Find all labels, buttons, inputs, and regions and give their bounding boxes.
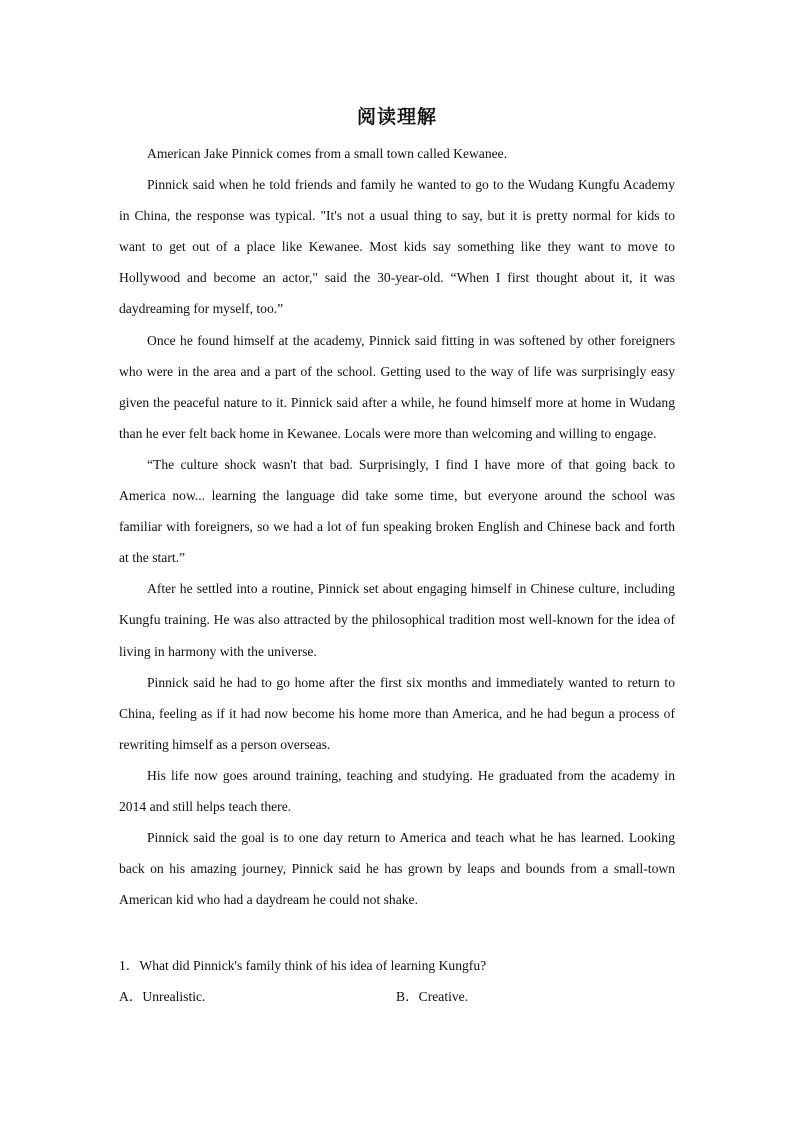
option-b-label: B． <box>396 989 419 1004</box>
paragraph-8: Pinnick said the goal is to one day return to America and teach what he has learned. Looking back on his amazing journey, Pinnick said he has grown by leaps and bounds from a small-town American kid who had a daydream he could not shake. <box>119 830 675 908</box>
question-number: 1． <box>119 958 140 973</box>
paragraph-3: Once he found himself at the academy, Pinnick said fitting in was softened by other foreigners who were in the area and a part of the school. Getting used to the way of life was surprisingly easy given the peaceful nature to it. Pinnick said after a while, he found himself more at home in Wudang than he ever felt back home in Kewanee. Locals were more than welcoming and willing to engage. <box>119 332 675 441</box>
paragraph-6: Pinnick said he had to go home after the first six months and immediately wanted to return to China, feeling as if it had now become his home more than America, and he had begun a process of rewriting himself as a person overseas. <box>119 674 675 752</box>
question-text: What did Pinnick's family think of his idea of learning Kungfu? <box>139 958 487 973</box>
option-a <box>119 981 205 1012</box>
option-a-text: Unrealistic. <box>142 989 206 1004</box>
paragraph-7: His life now goes around training, teaching and studying. He graduated from the academy in 2014 and still helps teach there. <box>119 767 675 814</box>
option-b-text: Creative. <box>418 989 469 1004</box>
question-1-options <box>119 981 675 1012</box>
option-a-label: A． <box>119 989 143 1004</box>
paragraph-5: After he settled into a routine, Pinnick set about engaging himself in Chinese culture, including Kungfu training. He was also attracted by the philosophical tradition most well-known for the idea of living in harmony with the universe. <box>119 581 675 659</box>
paragraph-2: Pinnick said when he told friends and family he wanted to go to the Wudang Kungfu Academy in China, the response was typical. "It's not a usual thing to say, but it is pretty normal for kids to want to get out of a place like Kewanee. Most kids say something like they want to move to Hollywood and become an actor," said the 30-year-old. “When I first thought about it, it was daydreaming for myself, too.” <box>119 177 675 317</box>
option-b <box>396 981 468 1012</box>
page-title: 阅读理解 <box>356 106 437 128</box>
paragraph-1: American Jake Pinnick comes from a small town called Kewanee. <box>147 146 508 161</box>
passage <box>119 138 675 915</box>
paragraph-4: “The culture shock wasn't that bad. Surprisingly, I find I have more of that going back to America now... learning the language did take some time, but everyone around the school was familiar with foreigners, so we had a lot of fun speaking broken English and Chinese back and forth at the start.” <box>119 456 675 566</box>
question-1 <box>119 950 675 981</box>
